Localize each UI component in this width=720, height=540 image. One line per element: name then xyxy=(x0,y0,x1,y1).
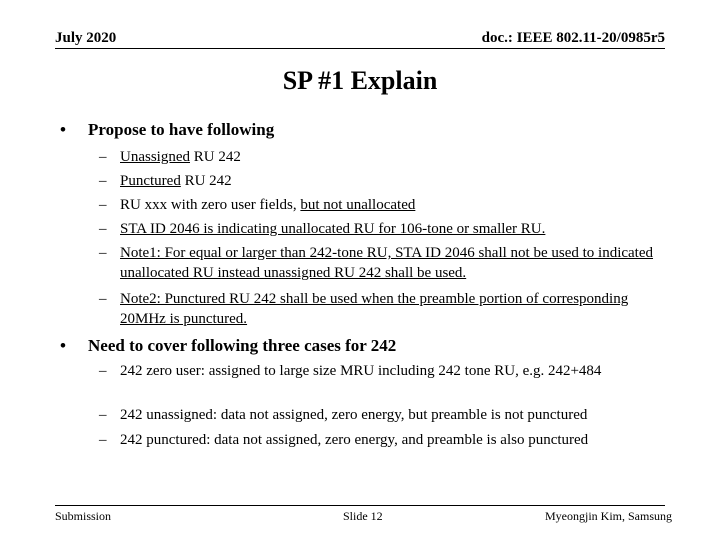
list-item-text: 242 unassigned: data not assigned, zero energy, but preamble is not punctured xyxy=(120,407,588,423)
list-item xyxy=(99,171,669,191)
list-item-text: RU xxx with zero user fields, xyxy=(120,197,301,213)
dash-icon: – xyxy=(99,432,107,448)
list-item xyxy=(99,405,669,425)
list-item-underlined: Punctured xyxy=(120,173,181,189)
list-item-underlined: Note1: For equal or larger than 242-tone RU, STA ID 2046 shall not be used to indicated unallocated RU instead unassigned RU 242 shall be used. xyxy=(120,245,654,281)
section1-heading-text: Propose to have following xyxy=(88,120,275,139)
list-item-underlined: Note2: Punctured RU 242 shall be used when the preamble portion of corresponding 20MHz is punctured. xyxy=(120,291,629,327)
header-doc-id: doc.: IEEE 802.11-20/0985r5 xyxy=(481,30,665,46)
header-divider xyxy=(55,48,665,49)
header-date: July 2020 xyxy=(55,30,117,46)
list-item xyxy=(99,289,669,329)
slide-title: SP #1 Explain xyxy=(282,66,438,95)
list-item xyxy=(99,430,669,450)
dash-icon: – xyxy=(99,221,107,237)
list-item-underlined: STA ID 2046 is indicating unallocated RU for 106-tone or smaller RU. xyxy=(120,221,546,237)
list-item-text: RU 242 xyxy=(190,149,241,165)
dash-icon: – xyxy=(99,245,107,261)
list-item xyxy=(99,147,669,167)
dash-icon: – xyxy=(99,363,107,379)
list-item xyxy=(99,219,669,239)
list-item-underlined: but not unallocated xyxy=(300,197,416,213)
list-item xyxy=(99,195,669,215)
list-item xyxy=(99,361,669,381)
footer-author: Myeongjin Kim, Samsung xyxy=(544,509,672,523)
section2-heading-text: Need to cover following three cases for 242 xyxy=(88,336,397,355)
list-item-text: 242 punctured: data not assigned, zero energy, and preamble is also punctured xyxy=(120,432,589,448)
list-item-text: RU 242 xyxy=(180,173,232,189)
bullet-icon: • xyxy=(60,336,66,355)
section2-heading xyxy=(60,336,396,356)
list-item xyxy=(99,243,669,283)
bullet-icon: • xyxy=(60,120,66,139)
section1-heading xyxy=(60,120,274,140)
dash-icon: – xyxy=(99,149,107,165)
list-item-underlined: Unassigned xyxy=(120,149,190,165)
dash-icon: – xyxy=(99,197,107,213)
footer-divider xyxy=(55,505,665,506)
dash-icon: – xyxy=(99,407,107,423)
footer-slide-number: Slide 12 xyxy=(343,509,383,523)
dash-icon: – xyxy=(99,173,107,189)
dash-icon: – xyxy=(99,291,107,307)
footer-submission: Submission xyxy=(55,509,112,523)
list-item-text: 242 zero user: assigned to large size MRU including 242 tone RU, e.g. 242+484 xyxy=(120,363,602,379)
